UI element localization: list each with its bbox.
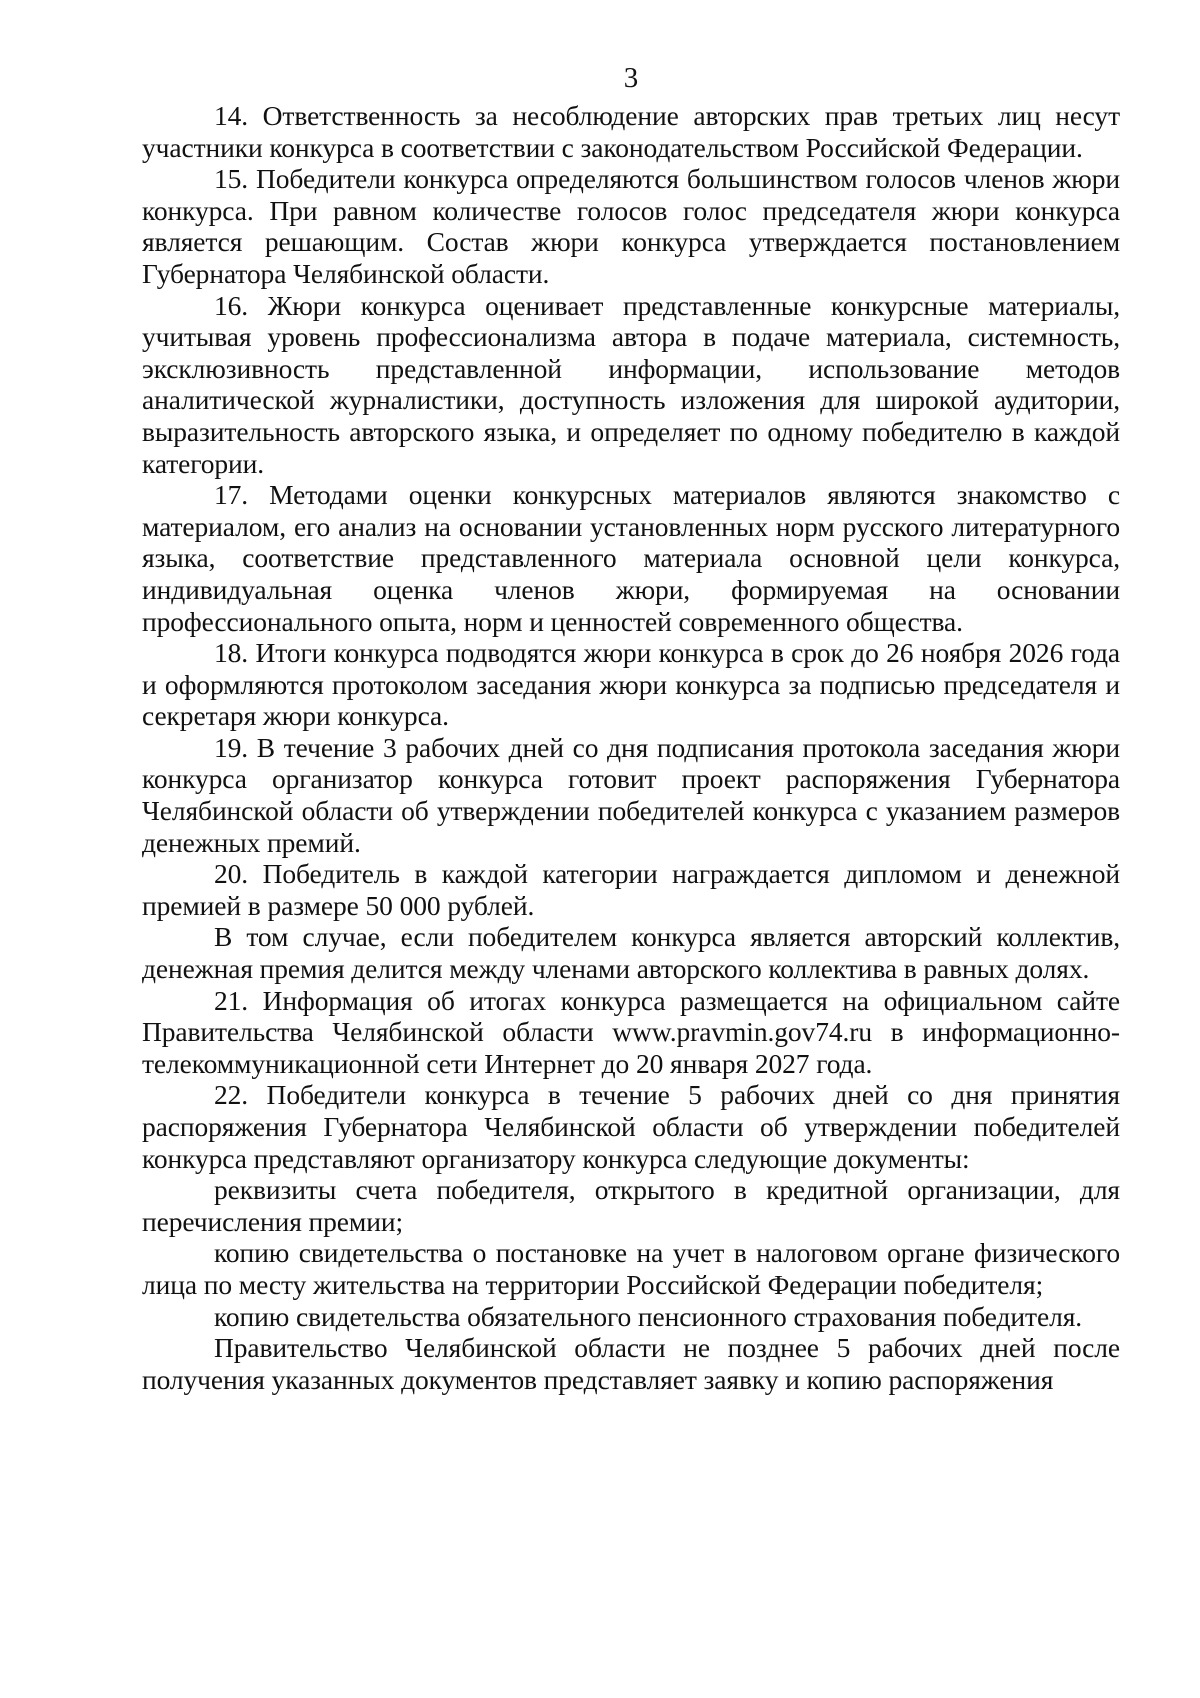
paragraph-22-documents: 22. Победители конкурса в течение 5 рабочих дней со дня принятия распоряжения Губернатора Челябинской области об утверждении победителей конкурса представляют организатору конкурса следующие документы: xyxy=(142,1079,1120,1174)
paragraph-government-request: Правительство Челябинской области не позднее 5 рабочих дней после получения указанных документов представляет заявку и копию распоряжения xyxy=(142,1332,1120,1395)
paragraph-17-evaluation-methods: 17. Методами оценки конкурсных материалов являются знакомство с материалом, его анализ на основании установленных норм русского литературного языка, соответствие представленного материала основной цели конкурса, индивидуальная оценка членов жюри, формируемая на основании профессионального опыта, норм и ценностей современного общества. xyxy=(142,479,1120,637)
paragraph-20-prize: 20. Победитель в каждой категории награждается дипломом и денежной премией в размере 50 000 рублей. xyxy=(142,858,1120,921)
document-page xyxy=(142,60,1120,1395)
paragraph-15-winners: 15. Победители конкурса определяются большинством голосов членов жюри конкурса. При равном количестве голосов голос председателя жюри конкурса является решающим. Состав жюри конкурса утверждается постановлением Губернатора Челябинской области. xyxy=(142,163,1120,289)
list-item-bank-details: реквизиты счета победителя, открытого в кредитной организации, для перечисления премии; xyxy=(142,1174,1120,1237)
list-item-pension-certificate: копию свидетельства обязательного пенсионного страхования победителя. xyxy=(214,1300,1083,1332)
paragraph-14-copyright: 14. Ответственность за несоблюдение авторских прав третьих лиц несут участники конкурса в соответствии с законодательством Российской Федерации. xyxy=(142,100,1120,163)
paragraph-16-jury-evaluation: 16. Жюри конкурса оценивает представленные конкурсные материалы, учитывая уровень профессионализма автора в подаче материала, системность, эксклюзивность представленной информации, использование методов аналитической журналистики, доступность изложения для широкой аудитории, выразительность авторского языка, и определяет по одному победителю в каждой категории. xyxy=(142,289,1120,479)
paragraph-19-order: 19. В течение 3 рабочих дней со дня подписания протокола заседания жюри конкурса организатор конкурса готовит проект распоряжения Губернатора Челябинской области об утверждении победителей конкурса с указанием размеров денежных премий. xyxy=(142,731,1120,858)
paragraph-collective-prize: В том случае, если победителем конкурса является авторский коллектив, денежная премия делится между членами авторского коллектива в равных долях. xyxy=(142,921,1120,985)
list-item-tax-certificate: копию свидетельства о постановке на учет в налоговом органе физического лица по месту жительства на территории Российской Федерации победителя; xyxy=(142,1237,1120,1300)
paragraph-18-results: 18. Итоги конкурса подводятся жюри конкурса в срок до 26 ноября 2026 года и оформляются протоколом заседания жюри конкурса за подписью председателя и секретаря жюри конкурса. xyxy=(142,637,1120,732)
page-number: 3 xyxy=(623,62,639,94)
paragraph-21-publication: 21. Информация об итогах конкурса размещается на официальном сайте Правительства Челябинской области www.pravmin.gov74.ru в информационно-телекоммуникационной сети Интернет до 20 января 2027 года. xyxy=(142,984,1120,1079)
